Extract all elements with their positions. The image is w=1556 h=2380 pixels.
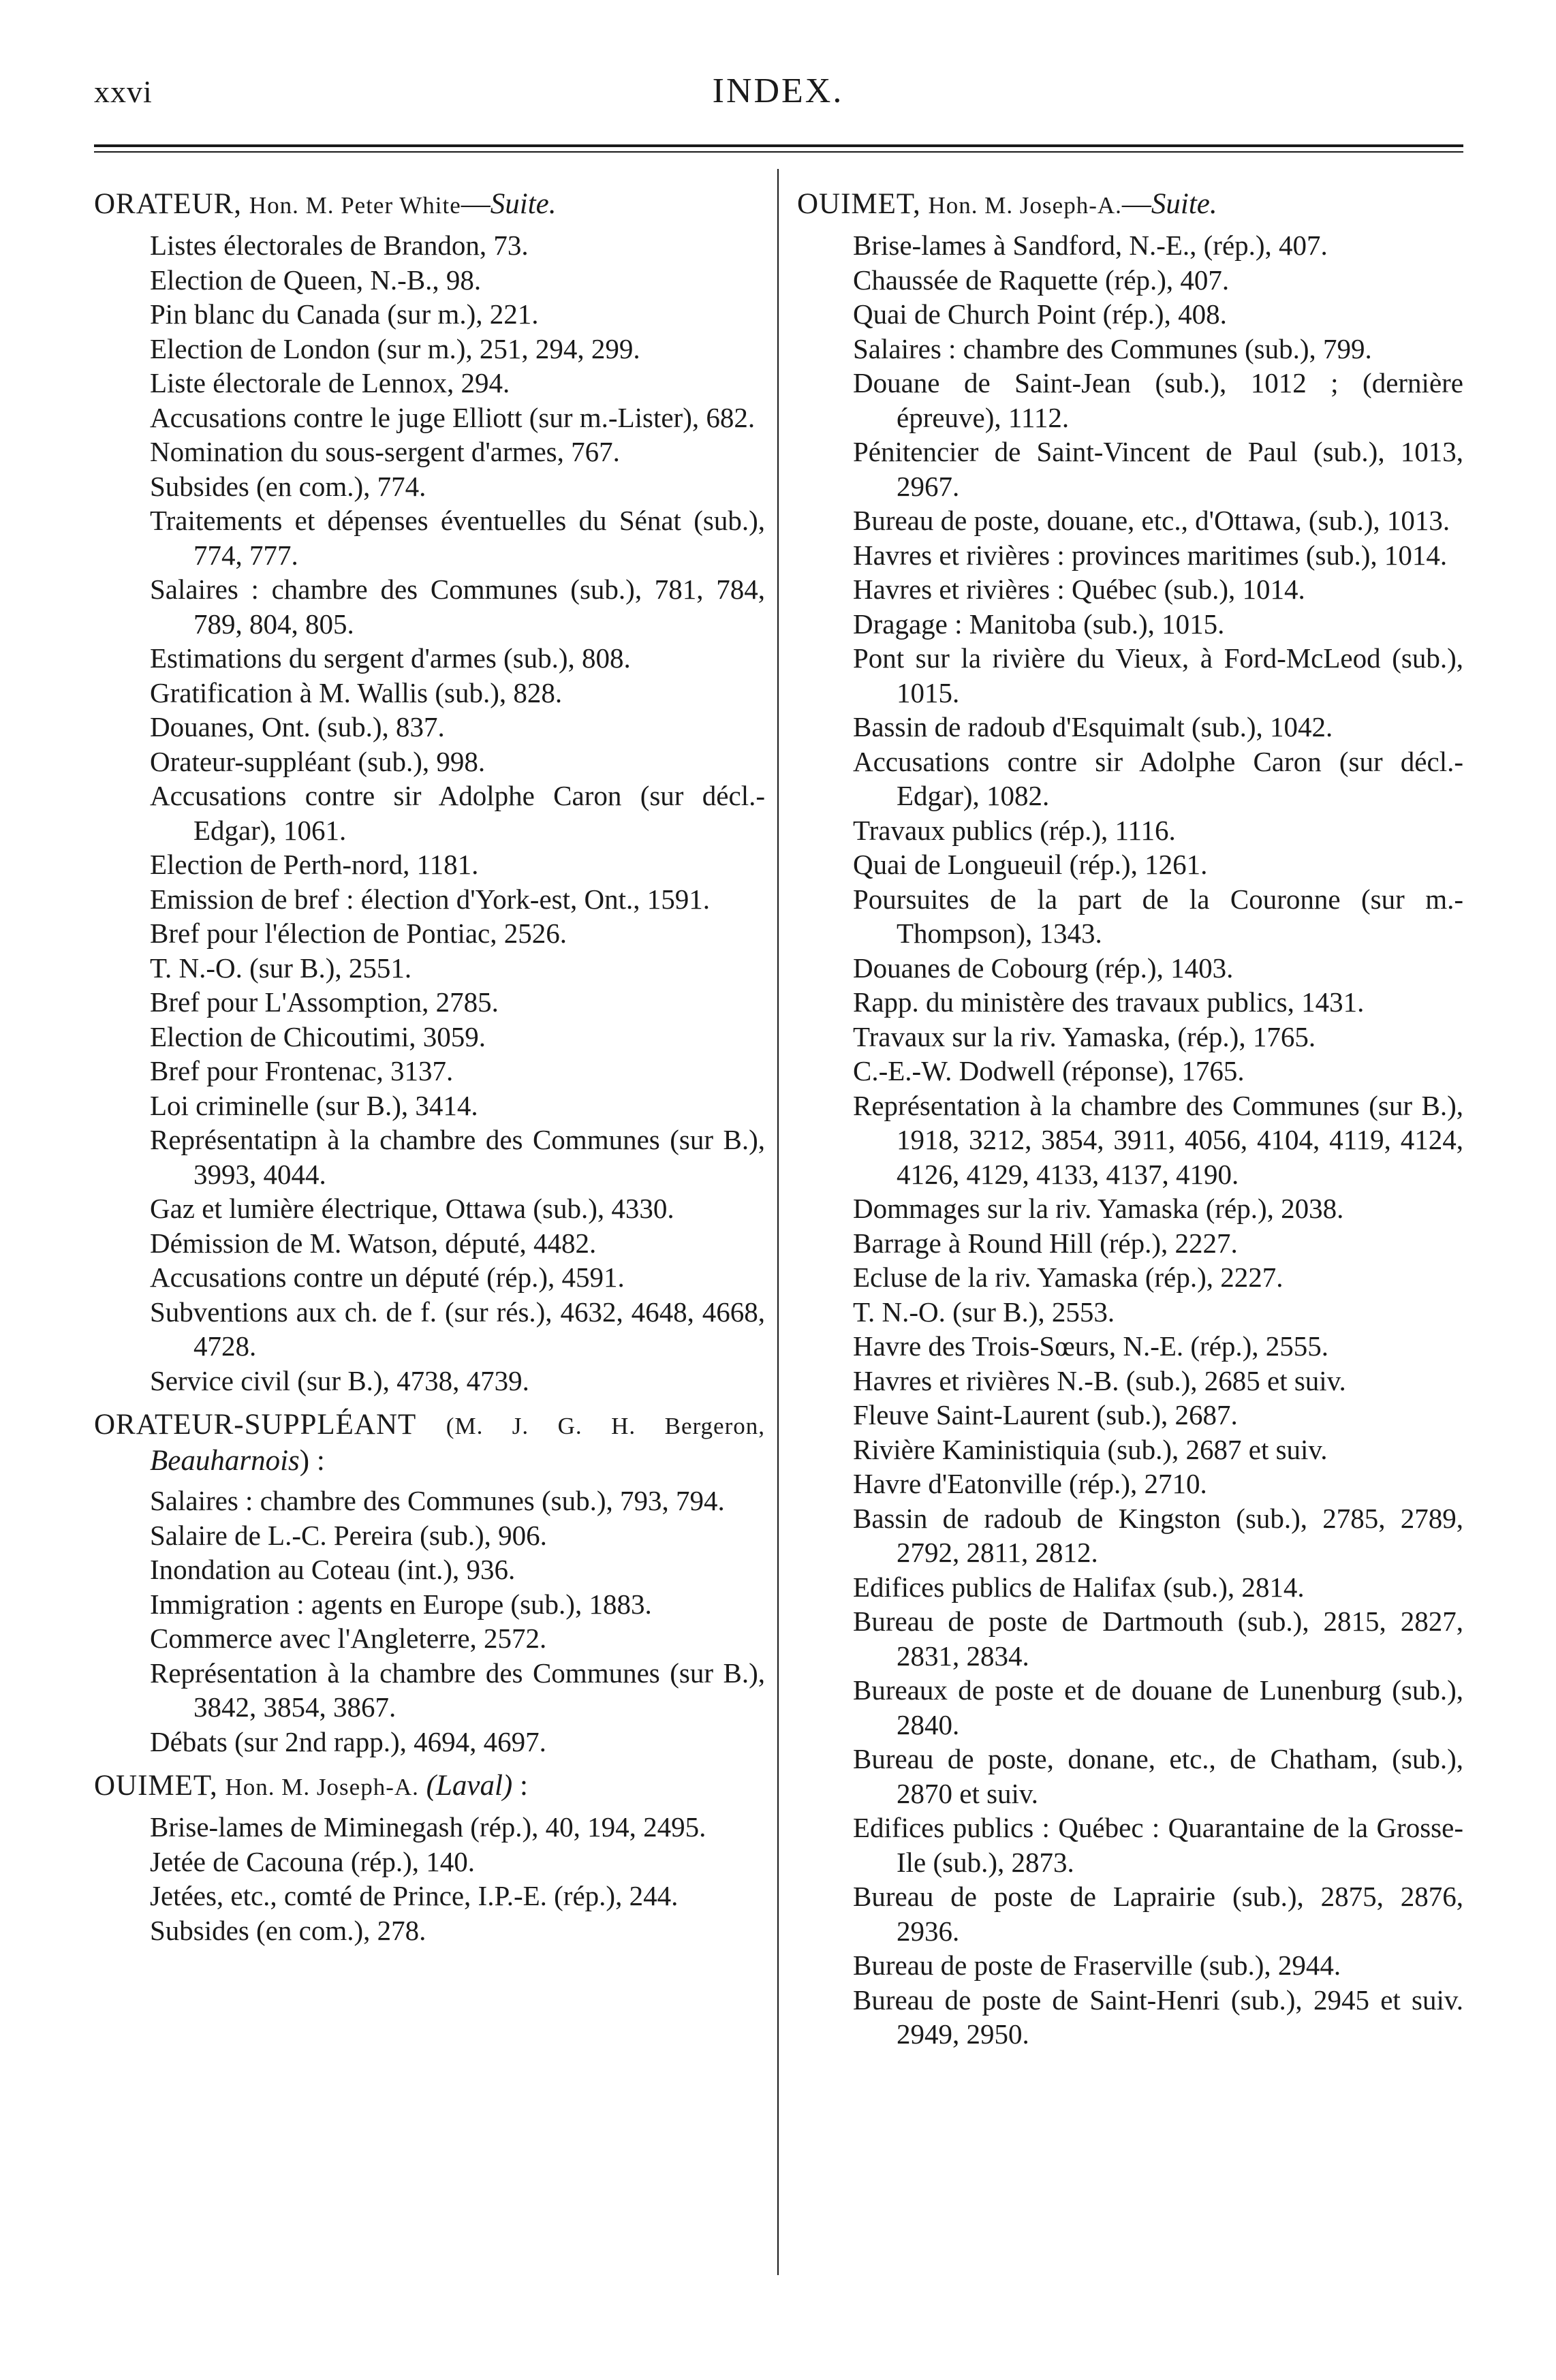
index-entry: Douanes de Cobourg (rép.), 1403.: [853, 952, 1234, 984]
heading-title: Hon. M. Joseph-A.: [928, 192, 1122, 219]
index-entry: Inondation au Coteau (int.), 936.: [150, 1554, 516, 1585]
index-entry: Gaz et lumière électrique, Ottawa (sub.), 4330.: [150, 1193, 674, 1224]
index-entry: Salaires : chambre des Communes (sub.), 793, 794.: [150, 1485, 725, 1516]
index-entry: Bureau de poste, douane, etc., d'Ottawa, (sub.), 1013.: [853, 505, 1450, 536]
index-entry: Barrage à Round Hill (rép.), 2227.: [853, 1227, 1238, 1259]
index-entry: Commerce avec l'Angleterre, 2572.: [150, 1623, 547, 1654]
index-entry: C.-E.-W. Dodwell (réponse), 1765.: [853, 1055, 1245, 1086]
index-entry: Accusations contre un député (rép.), 4591.: [150, 1262, 625, 1293]
index-entry: Représentation à la chambre des Communes (sur B.), 1918, 3212, 3854, 3911, 4056, 4104, 4119, 4124, 4126, 4129, 4133, 4137, 4190.: [853, 1089, 1463, 1190]
page-folio: xxvi: [94, 74, 153, 109]
index-entry: Travaux publics (rép.), 1116.: [853, 814, 1176, 846]
index-entry: Service civil (sur B.), 4738, 4739.: [150, 1364, 529, 1396]
heading-note: Suite.: [1151, 188, 1217, 220]
index-entry: Listes électorales de Brandon, 73.: [150, 230, 529, 261]
heading-tail: ) :: [299, 1445, 325, 1477]
index-entry: Salaire de L.-C. Pereira (sub.), 906.: [150, 1519, 547, 1551]
index-entry: Edifices publics : Québec : Quarantaine de la Grosse-Ile (sub.), 2873.: [853, 1812, 1463, 1878]
index-entry: Election de Chicoutimi, 3059.: [150, 1020, 486, 1052]
heading-title: (M. J. G. H. Bergeron,: [446, 1413, 765, 1439]
header-rule-thin: [94, 151, 1463, 153]
index-entry: Immigration : agents en Europe (sub.), 1883.: [150, 1588, 652, 1620]
index-entry: Ecluse de la riv. Yamaska (rép.), 2227.: [853, 1262, 1283, 1293]
index-entry: Travaux sur la riv. Yamaska, (rép.), 1765.: [853, 1020, 1316, 1052]
index-entry: Douanes, Ont. (sub.), 837.: [150, 711, 445, 742]
index-entry: Accusations contre sir Adolphe Caron (sur décl.-Edgar), 1082.: [853, 745, 1463, 811]
index-entry: Accusations contre le juge Elliott (sur m.-Lister), 682.: [150, 401, 756, 433]
index-entry: Démission de M. Watson, député, 4482.: [150, 1227, 597, 1259]
index-entry: Bref pour L'Assomption, 2785.: [150, 986, 499, 1018]
index-heading: [94, 1407, 765, 1478]
index-entry: Pénitencier de Saint-Vincent de Paul (sub.), 1013, 2967.: [853, 436, 1463, 502]
index-entry: Quai de Longueuil (rép.), 1261.: [853, 849, 1208, 880]
index-entry: Orateur-suppléant (sub.), 998.: [150, 745, 486, 777]
heading-name: ORATEUR-SUPPLÉANT: [94, 1409, 417, 1441]
heading-note: Suite.: [490, 188, 557, 220]
index-entry: Emission de bref : élection d'York-est, Ont., 1591.: [150, 883, 710, 915]
index-entry: Jetées, etc., comté de Prince, I.P.-E. (rép.), 244.: [150, 1880, 679, 1911]
column-divider: [777, 169, 779, 2275]
index-entry: Dragage : Manitoba (sub.), 1015.: [853, 608, 1225, 640]
index-entry: Salaires : chambre des Communes (sub.), 781, 784, 789, 804, 805.: [150, 574, 765, 640]
index-entry: Bureau de poste de Fraserville (sub.), 2944.: [853, 1950, 1341, 1981]
index-entry: Pin blanc du Canada (sur m.), 221.: [150, 298, 539, 330]
index-heading: [797, 187, 1463, 223]
index-entry: Quai de Church Point (rép.), 408.: [853, 298, 1227, 330]
index-entry: Bureaux de poste et de douane de Lunenburg (sub.), 2840.: [853, 1674, 1463, 1740]
index-entry: Accusations contre sir Adolphe Caron (sur décl.-Edgar), 1061.: [150, 780, 765, 846]
index-section: [797, 187, 1463, 2052]
index-entry: Dommages sur la riv. Yamaska (rép.), 2038.: [853, 1193, 1344, 1224]
index-heading: [94, 187, 765, 223]
index-entry: Bref pour Frontenac, 3137.: [150, 1055, 454, 1086]
index-section: [94, 1407, 765, 1759]
index-entry: Brise-lames à Sandford, N.-E., (rép.), 407.: [853, 230, 1328, 261]
index-entry: Poursuites de la part de la Couronne (sur m.-Thompson), 1343.: [853, 883, 1463, 949]
index-entry: Chaussée de Raquette (rép.), 407.: [853, 264, 1230, 296]
index-section: [94, 187, 765, 1398]
heading-dash: —: [461, 188, 491, 220]
left-column: [94, 184, 765, 1957]
index-entry: Débats (sur 2nd rapp.), 4694, 4697.: [150, 1725, 546, 1757]
index-entry: Représentatipn à la chambre des Communes (sur B.), 3993, 4044.: [150, 1124, 765, 1190]
index-entry: Représentation à la chambre des Communes (sur B.), 3842, 3854, 3867.: [150, 1657, 765, 1723]
heading-note: Beauharnois: [150, 1445, 300, 1477]
index-entry: Bureau de poste de Saint-Henri (sub.), 2945 et suiv. 2949, 2950.: [853, 1984, 1463, 2050]
index-entry: Election de Queen, N.-B., 98.: [150, 264, 482, 296]
right-column: [797, 184, 1463, 2061]
index-heading: [94, 1768, 765, 1804]
index-entry: Havres et rivières N.-B. (sub.), 2685 et suiv.: [853, 1364, 1346, 1396]
heading-tail: :: [512, 1770, 528, 1802]
heading-title: Hon. M. Joseph-A.: [225, 1774, 419, 1800]
index-entry: Election de London (sur m.), 251, 294, 299.: [150, 332, 640, 364]
heading-name: OUIMET,: [797, 188, 921, 220]
index-entry: Loi criminelle (sur B.), 3414.: [150, 1089, 478, 1121]
heading-name: OUIMET,: [94, 1770, 218, 1802]
index-entry: Bassin de radoub d'Esquimalt (sub.), 1042.: [853, 711, 1333, 742]
index-entry: Havres et rivières : provinces maritimes (sub.), 1014.: [853, 539, 1448, 571]
index-entry: Subsides (en com.), 278.: [150, 1914, 426, 1946]
running-title: INDEX.: [712, 72, 844, 110]
index-entry: Bref pour l'élection de Pontiac, 2526.: [150, 918, 567, 949]
index-entry: Liste électorale de Lennox, 294.: [150, 367, 510, 398]
index-section: [94, 1768, 765, 1947]
index-entry: Traitements et dépenses éventuelles du Sénat (sub.), 774, 777.: [150, 505, 765, 571]
heading-name: ORATEUR,: [94, 188, 243, 220]
index-entry: Pont sur la rivière du Vieux, à Ford-McLeod (sub.), 1015.: [853, 642, 1463, 708]
index-entry: Estimations du sergent d'armes (sub.), 808.: [150, 642, 631, 674]
index-entry: T. N.-O. (sur B.), 2553.: [853, 1296, 1115, 1328]
index-entry: Subventions aux ch. de f. (sur rés.), 4632, 4648, 4668, 4728.: [150, 1296, 765, 1362]
index-entry: Nomination du sous-sergent d'armes, 767.: [150, 436, 620, 467]
index-entry: Fleuve Saint-Laurent (sub.), 2687.: [853, 1399, 1238, 1430]
index-entry: Havre d'Eatonville (rép.), 2710.: [853, 1468, 1207, 1499]
index-entry: Edifices publics de Halifax (sub.), 2814.: [853, 1571, 1305, 1603]
index-entry: Bureau de poste de Dartmouth (sub.), 2815, 2827, 2831, 2834.: [853, 1606, 1463, 1672]
index-entry: Rivière Kaministiquia (sub.), 2687 et suiv.: [853, 1433, 1328, 1465]
index-entry: Election de Perth-nord, 1181.: [150, 849, 479, 880]
heading-title: Hon. M. Peter White: [249, 192, 461, 219]
index-entry: Salaires : chambre des Communes (sub.), 799.: [853, 332, 1372, 364]
index-entry: Havre des Trois-Sœurs, N.-E. (rép.), 2555.: [853, 1330, 1329, 1362]
index-entry: T. N.-O. (sur B.), 2551.: [150, 952, 412, 984]
header-rule-thick: [94, 144, 1463, 147]
index-entry: Havres et rivières : Québec (sub.), 1014.: [853, 574, 1305, 605]
index-entry: Bassin de radoub de Kingston (sub.), 2785, 2789, 2792, 2811, 2812.: [853, 1502, 1463, 1568]
index-entry: Subsides (en com.), 774.: [150, 470, 426, 502]
index-entry: Douane de Saint-Jean (sub.), 1012 ; (dernière épreuve), 1112.: [853, 367, 1463, 433]
index-entry: Bureau de poste, donane, etc., de Chatham, (sub.), 2870 et suiv.: [853, 1743, 1463, 1809]
index-entry: Brise-lames de Miminegash (rép.), 40, 194, 2495.: [150, 1811, 706, 1843]
index-entry: Bureau de poste de Laprairie (sub.), 2875, 2876, 2936.: [853, 1881, 1463, 1947]
index-entry: Jetée de Cacouna (rép.), 140.: [150, 1845, 475, 1877]
heading-dash: —: [1121, 188, 1151, 220]
index-entry: Rapp. du ministère des travaux publics, 1431.: [853, 986, 1365, 1018]
index-entry: Gratification à M. Wallis (sub.), 828.: [150, 676, 563, 708]
heading-note: (Laval): [426, 1770, 513, 1802]
